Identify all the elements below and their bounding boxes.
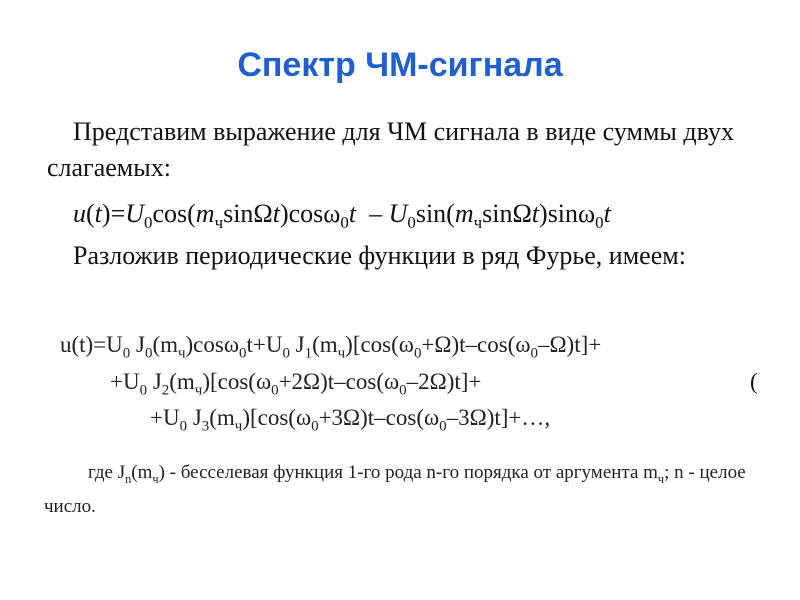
expansion-line-2: $+U_0$ $J_2(m_ч)[\cos(\omega_0+2\Omega)t-\cos(\omega_0-2\Omega)t]+$ <box>110 369 482 399</box>
intro-paragraph <box>47 114 747 186</box>
intro-text: Представим выражение для ЧМ сигнала в виде суммы двух слагаемых: <box>47 117 734 182</box>
equation-number-bracket: ( <box>750 369 758 394</box>
expansion-line-3: $+U_0$ $J_3(m_ч)[\cos(\omega_0+3\Omega)t-\cos(\omega_0-3\Omega)t]+\dots$, <box>150 405 551 435</box>
bessel-note: где $J_n(m_ч)$ - бесселевая функция 1-го рода n-го порядка от аргумента $m_ч$; n - целое число. <box>44 462 746 517</box>
page-title: Спектр ЧМ-сигнала <box>237 46 563 84</box>
fourier-text: Разложив периодические функции в ряд Фурье, имеем: <box>73 241 686 270</box>
fourier-paragraph <box>47 238 747 274</box>
expansion-line-1: $u(t)=U_0$ $J_0(m_ч)\cos\omega_0t+U_0$ $J_1(m_ч)[\cos(\omega_0+\Omega)t-\cos(\omega_0-\Omega)t]+$ <box>60 332 602 362</box>
signal-equation: $u(t)=U_0\cos(m_ч\sin\Omega t)\cos\omega_0t - U_0\sin(m_ч\sin\Omega t)\sin\omega_0t$ <box>73 199 611 233</box>
